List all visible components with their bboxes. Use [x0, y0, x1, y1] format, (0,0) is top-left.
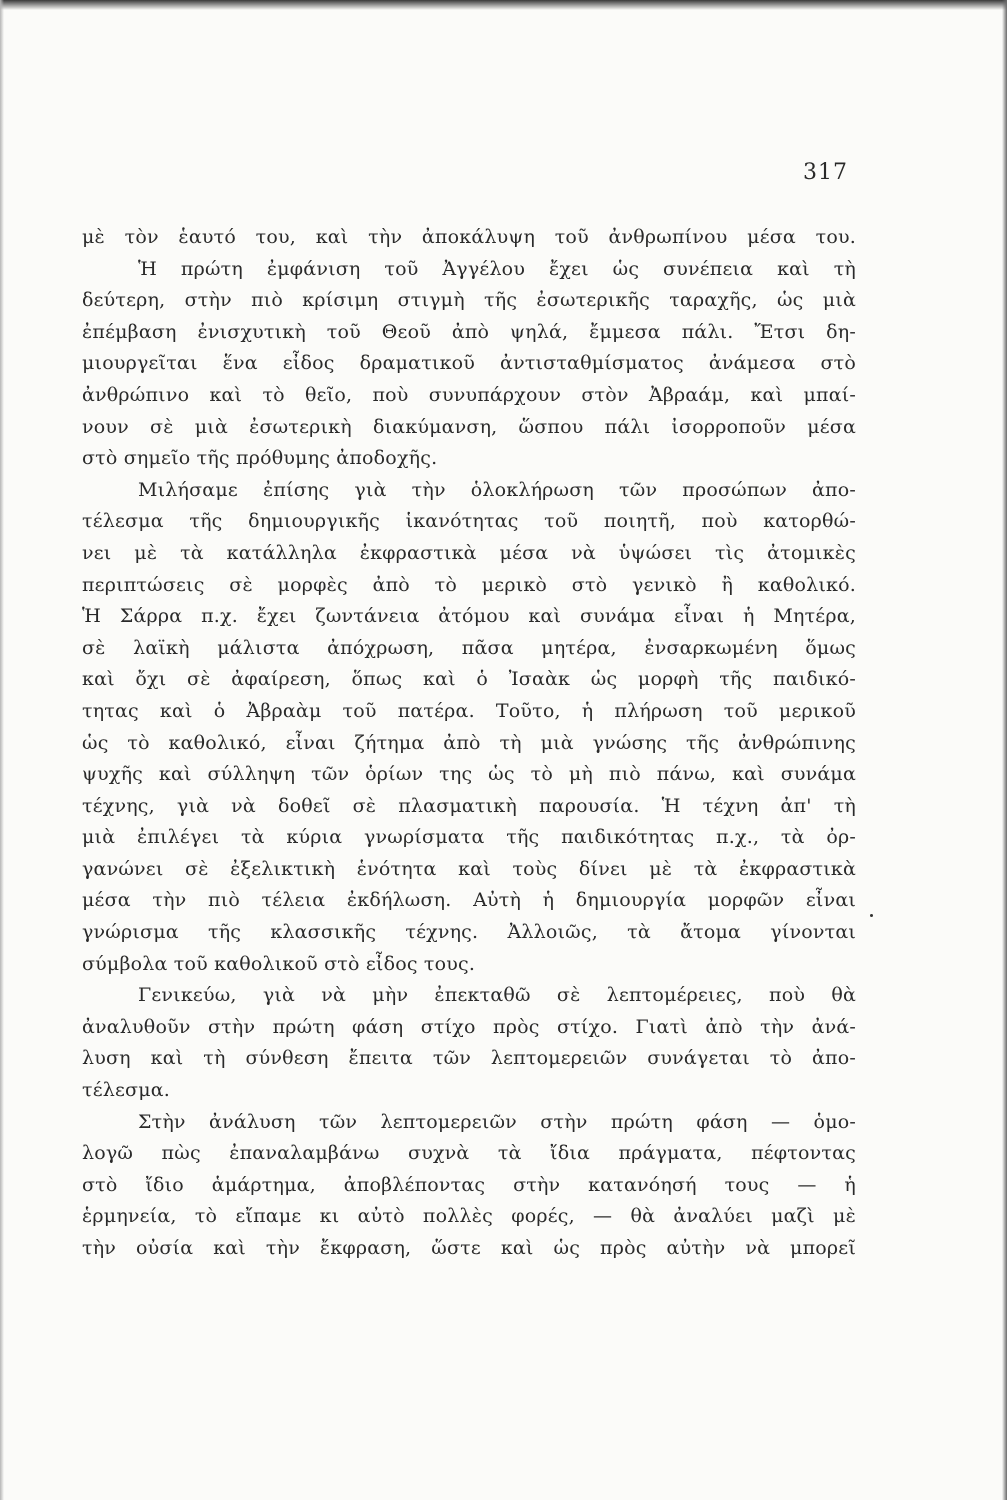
text-line: καὶ ὄχι σὲ ἀφαίρεση, ὅπως καὶ ὁ Ἰσαὰκ ὡς μορφὴ τῆς παιδικό- [82, 668, 856, 691]
text-line: Ἡ Σάρρα π.χ. ἔχει ζωντάνεια ἀτόμου καὶ συνάμα εἶναι ἡ Μητέρα, [82, 605, 856, 628]
text-line: νει μὲ τὰ κατάλληλα ἐκφραστικὰ μέσα νὰ ὑψώσει τὶς ἀτομικὲς [82, 541, 856, 564]
scan-edge-right [1002, 0, 1007, 1500]
text-line: ψυχῆς καὶ σύλληψη τῶν ὁρίων της ὡς τὸ μὴ πιὸ πάνω, καὶ συνάμα [82, 763, 856, 786]
text-line: νουν σὲ μιὰ ἐσωτερικὴ διακύμανση, ὥσπου πάλι ἰσορροποῦν μέσα [82, 415, 856, 438]
text-line: στὸ ἴδιο ἁμάρτημα, ἀποβλέποντας στὴν κατανόησή τους — ἡ [82, 1173, 856, 1196]
text-line: περιπτώσεις σὲ μορφὲς ἀπὸ τὸ μερικὸ στὸ γενικὸ ἢ καθολικό. [82, 573, 856, 596]
text-line: γανώνει σὲ ἐξελικτικὴ ἑνότητα καὶ τοὺς δίνει μὲ τὰ ἐκφραστικὰ [82, 857, 856, 880]
text-line: ἀνθρώπινο καὶ τὸ θεῖο, ποὺ συνυπάρχουν στὸν Ἀβραάμ, καὶ μπαί- [82, 383, 856, 406]
text-line: ἑρμηνεία, τὸ εἴπαμε κι αὐτὸ πολλὲς φορές, — θὰ ἀναλύει μαζὶ μὲ [82, 1205, 856, 1228]
text-line: τέλεσμα τῆς δημιουργικῆς ἱκανότητας τοῦ ποιητῆ, ποὺ κατορθώ- [82, 510, 856, 533]
paragraph-start: Στὴν ἀνάλυση τῶν λεπτομερειῶν στὴν πρώτη φάση — ὁμο- [138, 1110, 856, 1133]
scan-speck [870, 914, 873, 917]
text-line: μὲ τὸν ἑαυτό του, καὶ τὴν ἀποκάλυψη τοῦ ἀνθρωπίνου μέσα του. [82, 226, 856, 248]
text-line: σὲ λαϊκὴ μάλιστα ἀπόχρωση, πᾶσα μητέρα, ἐνσαρκωμένη ὅμως [82, 636, 856, 659]
text-line: τέχνης, γιὰ νὰ δοθεῖ σὲ πλασματικὴ παρουσία. Ἡ τέχνη ἀπ' τὴ [82, 794, 856, 817]
text-line: γνώρισμα τῆς κλασσικῆς τέχνης. Ἀλλοιῶς, τὰ ἄτομα γίνονται [82, 921, 856, 944]
text-line: μιουργεῖται ἕνα εἶδος δραματικοῦ ἀντισταθμίσματος ἀνάμεσα στὸ [82, 352, 856, 375]
text-line: λογῶ πὼς ἐπαναλαμβάνω συχνὰ τὰ ἴδια πράγματα, πέφτοντας [82, 1142, 856, 1165]
scan-edge-top [0, 0, 1007, 10]
body-text [82, 222, 856, 1265]
paragraph-start: Γενικεύω, γιὰ νὰ μὴν ἐπεκταθῶ σὲ λεπτομέρειες, ποὺ θὰ [138, 984, 856, 1007]
text-line: τητας καὶ ὁ Ἀβραὰμ τοῦ πατέρα. Τοῦτο, ἡ πλήρωση τοῦ μερικοῦ [82, 699, 856, 722]
text-line: δεύτερη, στὴν πιὸ κρίσιμη στιγμὴ τῆς ἐσωτερικῆς ταραχῆς, ὡς μιὰ [82, 289, 856, 312]
paragraph-start: Μιλήσαμε ἐπίσης γιὰ τὴν ὁλοκλήρωση τῶν προσώπων ἀπο- [138, 478, 856, 501]
paragraph-end: τέλεσμα. [82, 1079, 171, 1102]
text-line: λυση καὶ τὴ σύνθεση ἔπειτα τῶν λεπτομερειῶν συνάγεται τὸ ἀπο- [82, 1047, 856, 1070]
text-line: ἀναλυθοῦν στὴν πρώτη φάση στίχο πρὸς στίχο. Γιατὶ ἀπὸ τὴν ἀνά- [82, 1015, 856, 1038]
page-number: 317 [803, 160, 848, 185]
text-line: ἐπέμβαση ἐνισχυτικὴ τοῦ Θεοῦ ἀπὸ ψηλά, ἔμμεσα πάλι. Ἔτσι δη- [82, 320, 856, 343]
scan-edge-left [0, 0, 4, 1500]
text-line: μέσα τὴν πιὸ τέλεια ἐκδήλωση. Αὐτὴ ἡ δημιουργία μορφῶν εἶναι [82, 889, 856, 912]
text-line: ὡς τὸ καθολικό, εἶναι ζήτημα ἀπὸ τὴ μιὰ γνώσης τῆς ἀνθρώπινης [82, 731, 856, 754]
text-line: μιὰ ἐπιλέγει τὰ κύρια γνωρίσματα τῆς παιδικότητας π.χ., τὰ ὀρ- [82, 826, 856, 849]
paragraph-end: σύμβολα τοῦ καθολικοῦ στὸ εἶδος τους. [82, 952, 476, 975]
paragraph-start: Ἡ πρώτη ἐμφάνιση τοῦ Ἀγγέλου ἔχει ὡς συνέπεια καὶ τὴ [138, 257, 856, 280]
text-line: τὴν οὐσία καὶ τὴν ἔκφραση, ὥστε καὶ ὡς πρὸς αὐτὴν νὰ μπορεῖ [82, 1237, 856, 1259]
paragraph-end: στὸ σημεῖο τῆς πρόθυμης ἀποδοχῆς. [82, 447, 438, 470]
